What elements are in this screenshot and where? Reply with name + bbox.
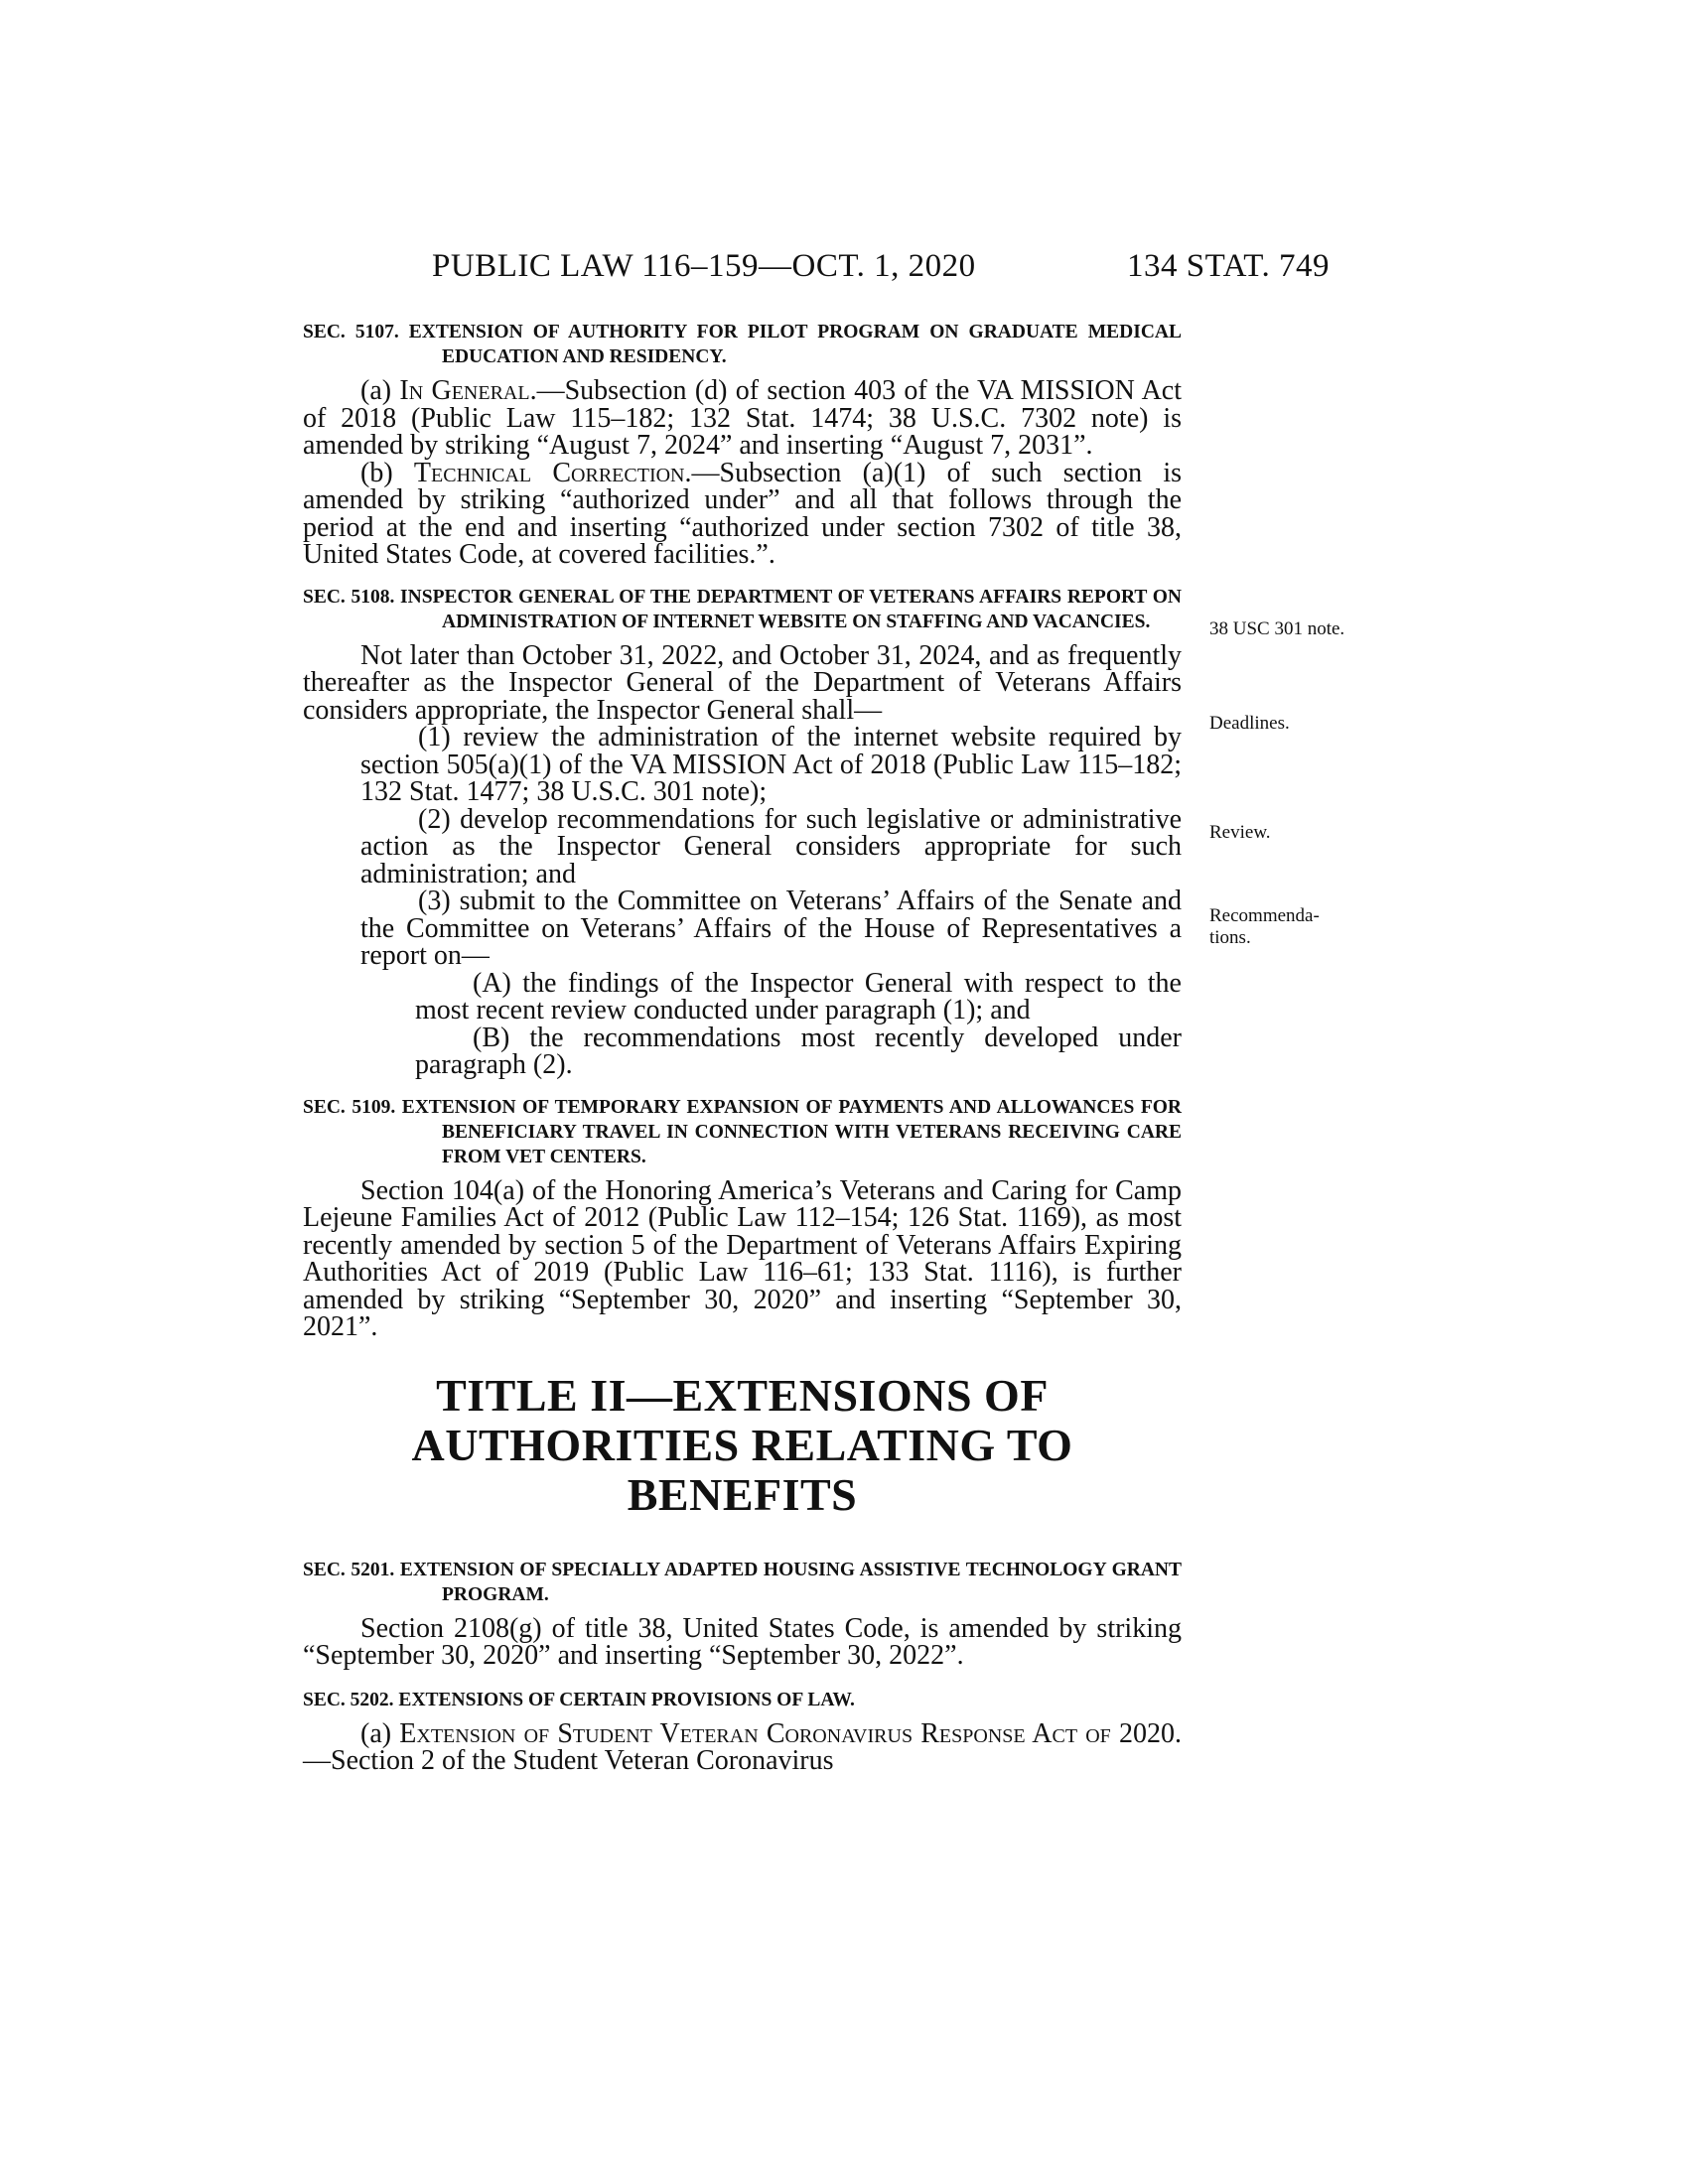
section-5108-subparagraph-a: (A) the findings of the Inspector General with respect to the most recent review conducted under paragraph (1); and — [415, 967, 1182, 1025]
margin-note-review: Review. — [1209, 822, 1271, 843]
subsection-caption: Extension of Student Veteran Coronavirus Response Act of 2020 — [399, 1717, 1175, 1749]
margin-note-line: Recommenda- — [1209, 905, 1320, 926]
section-5202-heading: SEC. 5202. EXTENSIONS OF CERTAIN PROVISIONS OF LAW. — [303, 1689, 855, 1710]
subsection-text: .—Subsection (a)(1) of such section is amended by striking “authorized under” and all that follows through the period at the end and inserting “authorized under section 7302 of title 38, United States Code, at covered facilities.”. — [303, 457, 1183, 570]
subsection-text: .—Subsection (d) of section 403 of the VA MISSION Act of 2018 (Public Law 115–182; 132 Stat. 1474; 38 U.S.C. 7302 note) is amended by striking “August 7, 2024” and inserting “August 7, 2031”. — [303, 375, 1183, 461]
page-number: 134 STAT. 749 — [1127, 248, 1331, 284]
section-5107-subsection-a — [303, 377, 1182, 460]
title-ii-line-1: TITLE II—EXTENSIONS OF — [436, 1369, 1049, 1421]
running-head-title: PUBLIC LAW 116–159—OCT. 1, 2020 — [432, 248, 976, 284]
body-column — [303, 320, 1182, 1775]
subsection-caption: Technical Correction — [413, 457, 685, 488]
section-5109-text: Section 104(a) of the Honoring America’s Veterans and Caring for Camp Lejeune Families Act of 2012 (Public Law 112–154; 126 Stat. 1169), as most recently amended by section 5 of the Department of Veterans Affairs Expiring Authorities Act of 2019 (Public Law 116–61; 133 Stat. 1116), is further amended by striking “September 30, 2020” and inserting “September 30, 2021”. — [303, 1174, 1182, 1342]
section-5201-text: Section 2108(g) of title 38, United States Code, is amended by striking “September 30, 2020” and inserting “September 30, 2022”. — [303, 1612, 1182, 1671]
section-5108-paragraph-1: (1) review the administration of the internet website required by section 505(a)(1) of the VA MISSION Act of 2018 (Public Law 115–182; 132 Stat. 1477; 38 U.S.C. 301 note); — [360, 722, 1182, 807]
subsection-caption: In General — [399, 375, 530, 406]
subsection-text: .—Section 2 of the Student Veteran Coronavirus — [303, 1717, 1182, 1776]
margin-note-recommendations — [1209, 905, 1320, 949]
section-5201-heading: SEC. 5201. EXTENSION OF SPECIALLY ADAPTED HOUSING ASSISTIVE TECHNOLOGY GRANT PROGRAM. — [303, 1559, 1182, 1605]
section-5107-subsection-b — [303, 457, 1183, 570]
section-5202-subsection-a — [303, 1717, 1182, 1776]
section-5108-heading: SEC. 5108. INSPECTOR GENERAL OF THE DEPARTMENT OF VETERANS AFFAIRS REPORT ON ADMINISTRATION OF INTERNET WEBSITE ON STAFFING AND VACANCIES. — [303, 586, 1182, 632]
running-head — [0, 248, 1688, 288]
section-5108-subparagraph-b: (B) the recommendations most recently developed under paragraph (2). — [415, 1022, 1182, 1080]
subsection-label: (a) — [360, 375, 400, 406]
margin-note-deadlines: Deadlines. — [1209, 713, 1290, 734]
section-5108-paragraph-2: (2) develop recommendations for such legislative or administrative action as the Inspector General considers appropriate for such administration; and — [360, 803, 1182, 889]
title-ii-heading — [303, 1371, 1182, 1520]
subsection-label: (a) — [360, 1717, 400, 1749]
margin-note-usc-citation: 38 USC 301 note. — [1209, 618, 1345, 639]
section-5108-intro: Not later than October 31, 2022, and October 31, 2024, and as frequently thereafter as the Inspector General of the Department of Veterans Affairs considers appropriate, the Inspector General shall— — [303, 639, 1182, 726]
subsection-label: (b) — [360, 457, 414, 488]
section-5109-heading: SEC. 5109. EXTENSION OF TEMPORARY EXPANSION OF PAYMENTS AND ALLOWANCES FOR BENEFICIARY TRAVEL IN CONNECTION WITH VETERANS RECEIVING CARE FROM VET CENTERS. — [303, 1096, 1182, 1167]
title-ii-line-2: AUTHORITIES RELATING TO BENEFITS — [411, 1419, 1073, 1520]
margin-note-line: tions. — [1209, 927, 1251, 948]
section-5108-paragraph-3: (3) submit to the Committee on Veterans’ Affairs of the Senate and the Committee on Veterans’ Affairs of the House of Representatives a report on— — [360, 886, 1182, 971]
section-5107-heading: SEC. 5107. EXTENSION OF AUTHORITY FOR PILOT PROGRAM ON GRADUATE MEDICAL EDUCATION AND RESIDENCY. — [303, 322, 1182, 367]
